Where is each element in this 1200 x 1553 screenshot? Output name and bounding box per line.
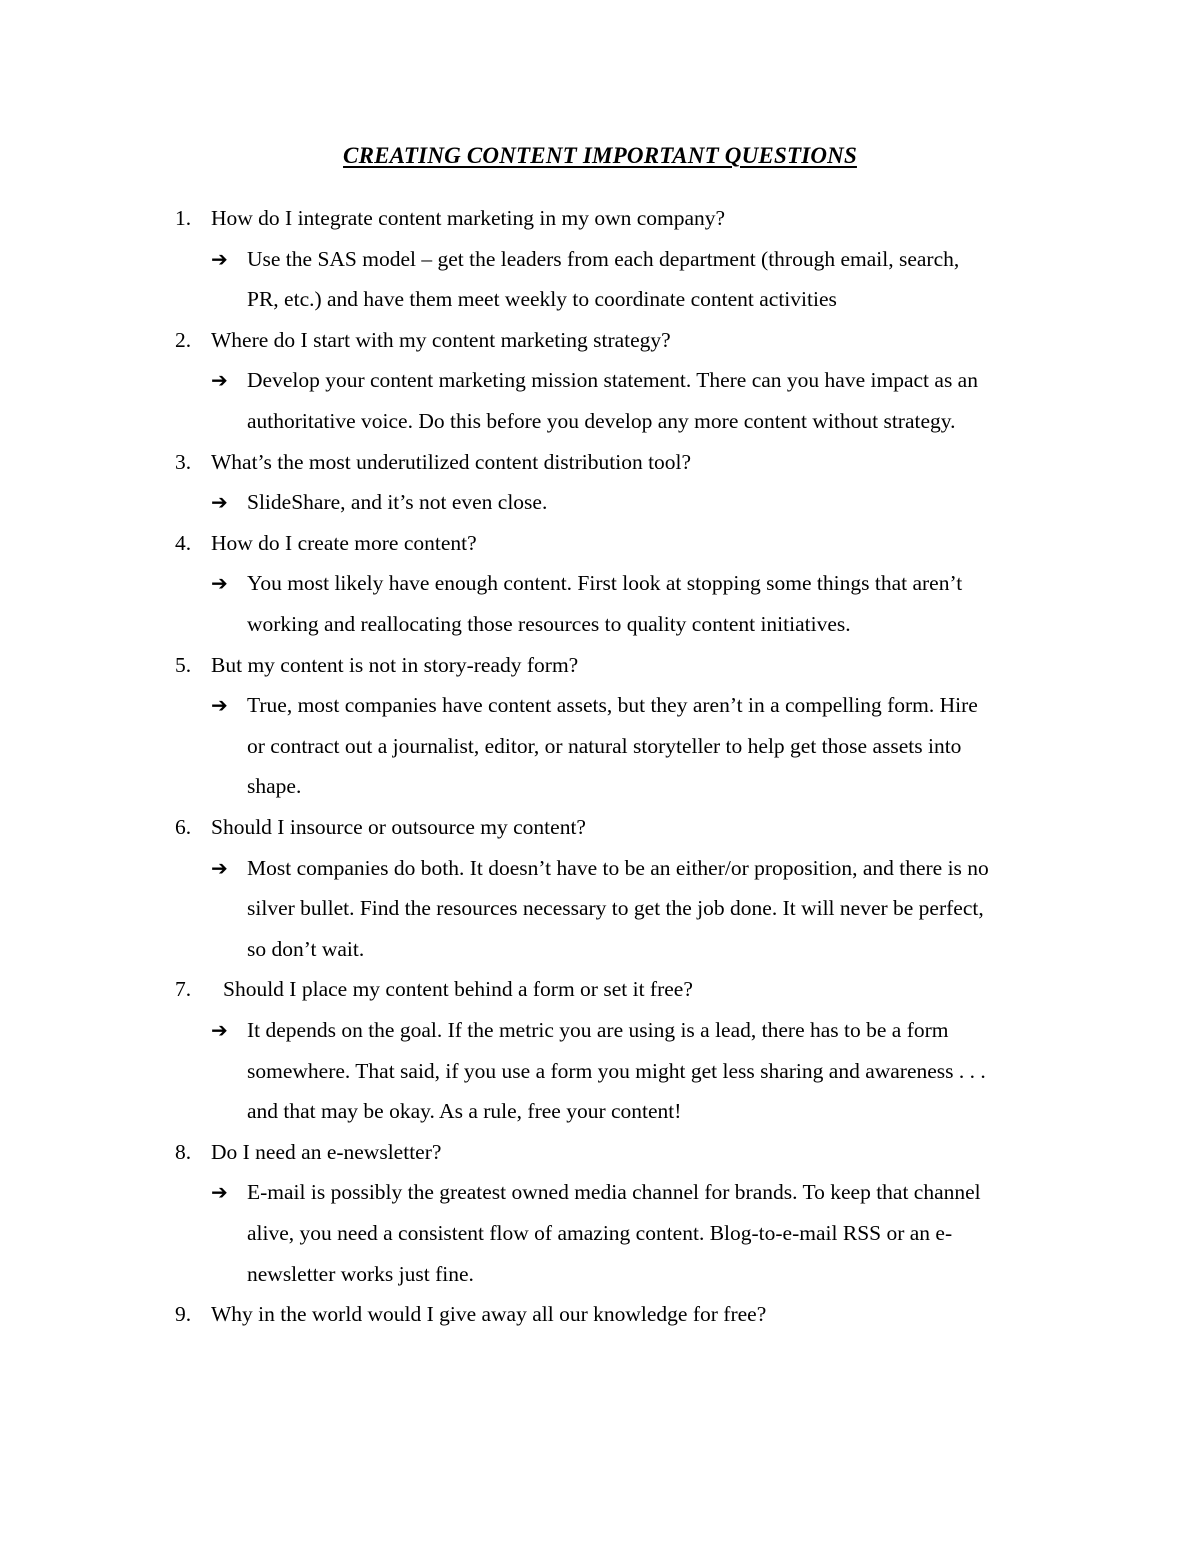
question-text: But my content is not in story-ready form? (211, 653, 579, 677)
answer-text: working and reallocating those resources to quality content initiatives. (247, 612, 851, 636)
answer-text: or contract out a journalist, editor, or natural storyteller to help get those assets into (247, 734, 962, 758)
answer-text: SlideShare, and it’s not even close. (247, 490, 548, 514)
answer-text: authoritative voice. Do this before you develop any more content without strategy. (247, 409, 956, 433)
arrow-bullet-icon: ➔ (211, 571, 228, 595)
arrow-bullet-icon: ➔ (211, 693, 228, 717)
answer-text: E-mail is possibly the greatest owned media channel for brands. To keep that channel (247, 1180, 981, 1204)
answer-text: Use the SAS model – get the leaders from each department (through email, search, (247, 247, 960, 271)
arrow-bullet-icon: ➔ (211, 1180, 228, 1204)
question-text: How do I create more content? (211, 531, 477, 555)
question-text: How do I integrate content marketing in my own company? (211, 206, 726, 230)
answer-text: It depends on the goal. If the metric you are using is a lead, there has to be a form (247, 1018, 949, 1042)
question-number: 5. (175, 653, 192, 677)
answer-text: shape. (247, 774, 302, 798)
arrow-bullet-icon: ➔ (211, 368, 228, 392)
question-number: 8. (175, 1140, 192, 1164)
arrow-bullet-icon: ➔ (211, 247, 228, 271)
document-title: CREATING CONTENT IMPORTANT QUESTIONS (343, 143, 857, 168)
answer-text: somewhere. That said, if you use a form you might get less sharing and awareness . . . (247, 1059, 986, 1083)
question-number: 7. (175, 977, 192, 1001)
answer-text: Develop your content marketing mission statement. There can you have impact as an (247, 368, 978, 392)
arrow-bullet-icon: ➔ (211, 490, 228, 514)
answer-text: True, most companies have content assets, but they aren’t in a compelling form. Hire (247, 693, 978, 717)
arrow-bullet-icon: ➔ (211, 1018, 228, 1042)
answer-text: silver bullet. Find the resources necessary to get the job done. It will never be perfect, (247, 896, 984, 920)
arrow-bullet-icon: ➔ (211, 856, 228, 880)
question-text: Where do I start with my content marketing strategy? (211, 328, 671, 352)
question-text: Should I insource or outsource my content? (211, 815, 586, 839)
question-number: 1. (175, 206, 192, 230)
answer-text: You most likely have enough content. First look at stopping some things that aren’t (247, 571, 963, 595)
answer-text: alive, you need a consistent flow of amazing content. Blog-to-e-mail RSS or an e- (247, 1221, 953, 1245)
question-number: 3. (175, 450, 192, 474)
question-number: 2. (175, 328, 192, 352)
answer-text: so don’t wait. (247, 937, 365, 961)
question-number: 4. (175, 531, 192, 555)
question-text: Should I place my content behind a form or set it free? (223, 977, 693, 1001)
answer-text: and that may be okay. As a rule, free your content! (247, 1099, 682, 1123)
question-text: Why in the world would I give away all our knowledge for free? (211, 1302, 767, 1326)
question-number: 6. (175, 815, 192, 839)
answer-text: Most companies do both. It doesn’t have to be an either/or proposition, and there is no (247, 856, 989, 880)
question-number: 9. (175, 1302, 192, 1326)
answer-text: PR, etc.) and have them meet weekly to coordinate content activities (247, 287, 837, 311)
answer-text: newsletter works just fine. (247, 1262, 474, 1286)
question-text: Do I need an e-newsletter? (211, 1140, 442, 1164)
question-text: What’s the most underutilized content distribution tool? (211, 450, 692, 474)
